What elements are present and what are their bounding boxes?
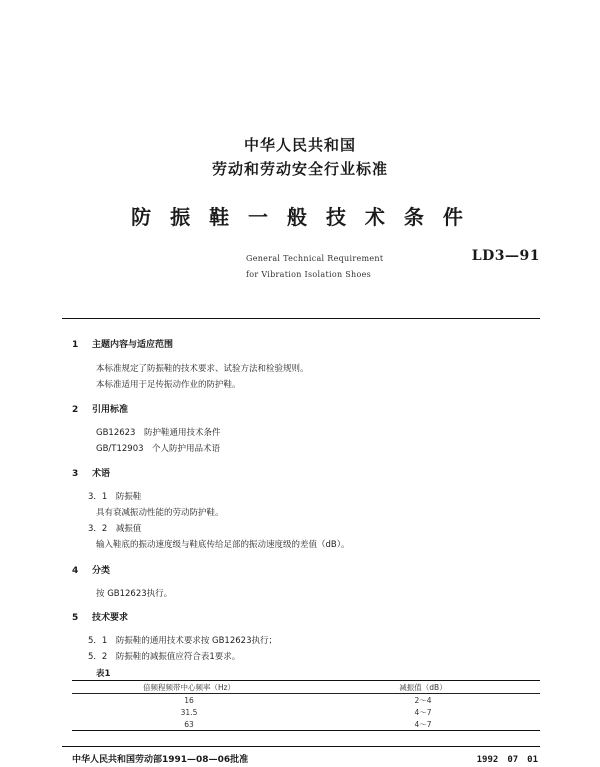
table-caption: 表1 bbox=[96, 669, 111, 679]
section-number: 4 bbox=[72, 566, 79, 576]
section-number: 3 bbox=[72, 469, 79, 479]
standard-category-heading: 劳动和劳动安全行业标准 bbox=[211, 160, 388, 178]
section-3-heading bbox=[72, 466, 110, 479]
paragraph: 按 GB12623执行。 bbox=[96, 589, 173, 599]
section-5-heading bbox=[72, 610, 128, 623]
header-divider bbox=[62, 318, 540, 319]
table-bottom-rule bbox=[72, 730, 540, 731]
section-title: 术语 bbox=[92, 469, 111, 479]
table-header-row bbox=[72, 681, 540, 694]
section-title: 分类 bbox=[92, 566, 111, 576]
requirement-item: 5．1 防振鞋的通用技术要求按 GB12623执行； bbox=[88, 636, 277, 646]
table-container bbox=[72, 680, 540, 731]
section-number: 2 bbox=[72, 405, 79, 415]
table-row bbox=[72, 718, 540, 730]
section-2-heading bbox=[72, 402, 128, 415]
table-cell: 63 bbox=[184, 719, 194, 729]
table-cell: 16 bbox=[184, 695, 194, 705]
section-title: 引用标准 bbox=[92, 405, 129, 415]
table-row bbox=[72, 694, 540, 707]
reference-item: GB12623 防护鞋通用技术条件 bbox=[96, 428, 221, 438]
english-title-line2: for Vibration Isolation Shoes bbox=[246, 270, 372, 279]
table-header-cell: 倍频程频带中心频率（Hz） bbox=[142, 682, 236, 692]
paragraph: 本标准规定了防振鞋的技术要求、试验方法和检验规则。 bbox=[96, 364, 309, 374]
section-title: 技术要求 bbox=[92, 613, 129, 623]
table-cell: 2～4 bbox=[414, 695, 432, 705]
term-definition: 输入鞋底的振动速度级与鞋底传给足部的振动速度级的差值（dB）。 bbox=[96, 540, 350, 550]
section-number: 1 bbox=[72, 340, 79, 350]
approval-text: 中华人民共和国劳动部1991—08—06批准 bbox=[72, 755, 249, 765]
table-cell: 31.5 bbox=[180, 707, 198, 717]
standard-code: LD3—91 bbox=[471, 248, 540, 264]
section-1-heading bbox=[72, 337, 173, 350]
document-title: 防 振 鞋 一 般 技 术 条 件 bbox=[131, 205, 469, 229]
table-cell: 4～7 bbox=[414, 719, 432, 729]
section-title: 主题内容与适应范围 bbox=[92, 340, 174, 350]
reference-item: GB/T12903 个人防护用品术语 bbox=[96, 444, 221, 454]
table-cell: 4～7 bbox=[414, 707, 432, 717]
table-header-cell: 减振值（dB） bbox=[399, 682, 447, 692]
section-number: 5 bbox=[72, 613, 79, 623]
term-label: 3．2 减振值 bbox=[88, 524, 142, 534]
section-4-heading bbox=[72, 563, 110, 576]
table-row bbox=[72, 706, 540, 718]
paragraph: 本标准适用于足传振动作业的防护鞋。 bbox=[96, 380, 241, 390]
implementation-date: 1992 07 01 bbox=[476, 755, 538, 765]
vibration-table bbox=[72, 681, 540, 730]
english-title-line1: General Technical Requirement bbox=[246, 254, 384, 263]
requirement-item: 5．2 防振鞋的减振值应符合表1要求。 bbox=[88, 652, 241, 662]
term-definition: 具有衰减振动性能的劳动防护鞋。 bbox=[96, 508, 224, 518]
footer-divider bbox=[62, 746, 540, 747]
country-heading: 中华人民共和国 bbox=[243, 136, 356, 154]
term-label: 3．1 防振鞋 bbox=[88, 492, 142, 502]
